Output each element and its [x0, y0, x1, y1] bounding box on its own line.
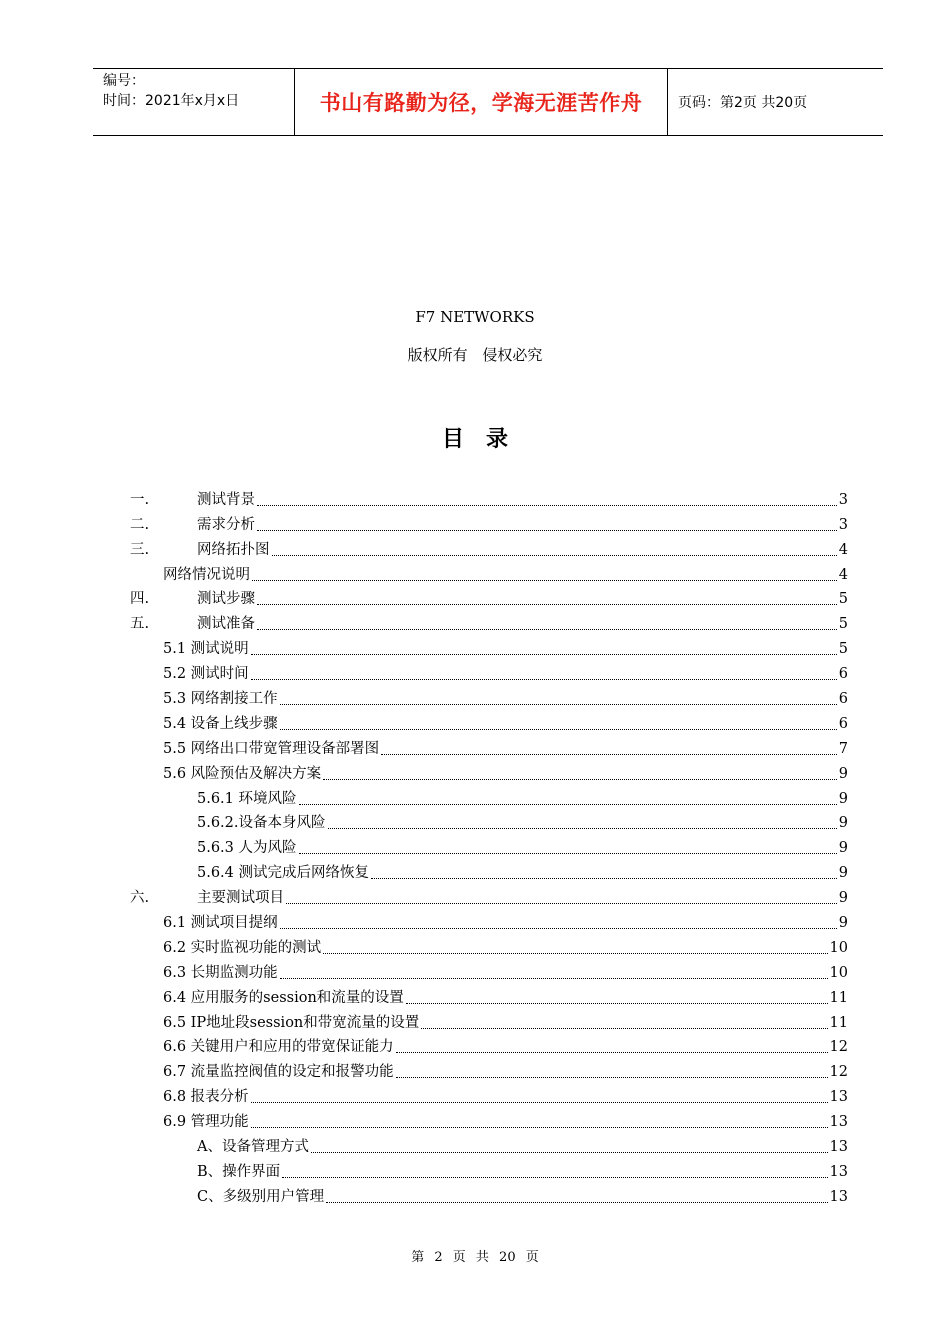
toc-entry-page: 13 [829, 1188, 848, 1205]
toc-entry[interactable] [130, 585, 848, 610]
toc-entry-label: 测试准备 [197, 616, 255, 633]
toc-entry-page: 13 [829, 1114, 848, 1131]
toc-leader-dots [396, 1077, 828, 1078]
toc-leader-dots [280, 729, 837, 730]
toc-entry-label: 测试背景 [197, 491, 255, 508]
toc-entry-label: 5.3 网络割接工作 [163, 691, 278, 708]
toc-leader-dots [282, 1177, 827, 1178]
toc-entry-label: 6.8 报表分析 [163, 1089, 249, 1106]
toc-entry-page: 11 [829, 989, 848, 1006]
table-of-contents [130, 485, 848, 1207]
toc-entry-label: 主要测试项目 [197, 890, 284, 907]
toc-entry-page: 10 [829, 939, 848, 956]
toc-entry-number: 二. [130, 516, 150, 533]
toc-entry-label: 5.6.4 测试完成后网络恢复 [197, 865, 370, 882]
toc-leader-dots [396, 1052, 828, 1053]
toc-entry-page: 5 [838, 591, 848, 608]
toc-entry[interactable] [130, 684, 848, 709]
toc-leader-dots [257, 505, 837, 506]
toc-entry[interactable] [130, 709, 848, 734]
toc-entry[interactable] [130, 734, 848, 759]
toc-entry-number: 三. [130, 541, 150, 558]
copyright-notice: 版权所有 侵权必究 [407, 346, 543, 364]
company-name: F7 NETWORKS [415, 308, 535, 326]
toc-entry[interactable] [130, 535, 848, 560]
toc-entry-page: 3 [838, 516, 848, 533]
toc-entry[interactable] [130, 833, 848, 858]
toc-entry-page: 9 [838, 765, 848, 782]
toc-entry-label: C、多级别用户管理 [197, 1188, 325, 1205]
toc-title: 目录 [441, 426, 530, 452]
toc-entry-label: 网络拓扑图 [197, 541, 270, 558]
toc-entry[interactable] [130, 560, 848, 585]
toc-entry[interactable] [130, 1082, 848, 1107]
toc-entry-page: 4 [838, 541, 848, 558]
toc-entry-page: 6 [838, 691, 848, 708]
toc-entry-page: 4 [838, 566, 848, 583]
toc-entry[interactable] [130, 1057, 848, 1082]
toc-entry-label: 需求分析 [197, 516, 255, 533]
toc-entry-label: 5.6.2.设备本身风险 [197, 815, 326, 832]
toc-entry-page: 13 [829, 1089, 848, 1106]
toc-entry[interactable] [130, 634, 848, 659]
toc-leader-dots [251, 654, 837, 655]
toc-entry[interactable] [130, 784, 848, 809]
toc-entry[interactable] [130, 1182, 848, 1207]
toc-leader-dots [280, 704, 837, 705]
toc-entry-label: 5.2 测试时间 [163, 666, 249, 683]
time-label: 时间：2021年x月x日 [103, 93, 240, 109]
toc-entry-page: 9 [838, 865, 848, 882]
toc-entry[interactable] [130, 1107, 848, 1132]
toc-entry-label: 6.9 管理功能 [163, 1114, 249, 1131]
toc-entry-page: 7 [838, 740, 848, 757]
toc-leader-dots [251, 1127, 828, 1128]
toc-entry-page: 9 [838, 915, 848, 932]
toc-entry[interactable] [130, 1008, 848, 1033]
toc-entry-page: 9 [838, 840, 848, 857]
toc-leader-dots [252, 580, 837, 581]
toc-entry-label: 6.5 IP地址段session和带宽流量的设置 [163, 1014, 420, 1031]
toc-entry-page: 11 [829, 1014, 848, 1031]
toc-leader-dots [286, 903, 837, 904]
toc-entry-label: 网络情况说明 [163, 566, 250, 583]
toc-entry-page: 3 [838, 491, 848, 508]
toc-entry-label: 5.5 网络出口带宽管理设备部署图 [163, 740, 380, 757]
toc-entry-page: 5 [838, 616, 848, 633]
toc-entry-page: 6 [838, 715, 848, 732]
toc-entry[interactable] [130, 958, 848, 983]
toc-leader-dots [299, 804, 837, 805]
header-page-label: 页码：第2页 共20页 [678, 95, 808, 111]
toc-entry-page: 9 [838, 815, 848, 832]
toc-leader-dots [323, 779, 837, 780]
toc-entry-label: 5.4 设备上线步骤 [163, 715, 278, 732]
toc-entry-number: 四. [130, 591, 150, 608]
toc-entry[interactable] [130, 659, 848, 684]
toc-leader-dots [251, 679, 837, 680]
toc-leader-dots [251, 1102, 828, 1103]
toc-entry-label: A、设备管理方式 [197, 1139, 309, 1156]
toc-leader-dots [381, 754, 837, 755]
toc-entry[interactable] [130, 1132, 848, 1157]
toc-entry-label: 6.7 流量监控阀值的设定和报警功能 [163, 1064, 394, 1081]
toc-entry[interactable] [130, 858, 848, 883]
toc-entry-page: 5 [838, 641, 848, 658]
toc-entry-label: 6.2 实时监视功能的测试 [163, 939, 322, 956]
toc-entry-label: 5.6 风险预估及解决方案 [163, 765, 322, 782]
toc-leader-dots [257, 530, 837, 531]
toc-entry[interactable] [130, 510, 848, 535]
toc-entry-page: 13 [829, 1139, 848, 1156]
toc-entry-page: 6 [838, 666, 848, 683]
toc-entry-label: 6.4 应用服务的session和流量的设置 [163, 989, 404, 1006]
toc-entry-label: B、操作界面 [197, 1163, 281, 1180]
toc-entry[interactable] [130, 908, 848, 933]
toc-leader-dots [280, 978, 828, 979]
toc-entry-page: 12 [829, 1064, 848, 1081]
serial-label: 编号： [103, 73, 145, 89]
toc-entry-page: 10 [829, 964, 848, 981]
toc-leader-dots [421, 1028, 827, 1029]
toc-entry-label: 5.6.1 环境风险 [197, 790, 297, 807]
toc-leader-dots [299, 853, 837, 854]
page-footer: 第 2 页 共 20 页 [411, 1250, 539, 1265]
header-motto: 书山有路勤为径，学海无涯苦作舟 [295, 69, 668, 135]
toc-entry[interactable] [130, 809, 848, 834]
toc-entry-number: 五. [130, 616, 150, 633]
toc-leader-dots [323, 953, 827, 954]
toc-leader-dots [326, 1202, 827, 1203]
toc-entry-page: 9 [838, 790, 848, 807]
toc-entry-page: 12 [829, 1039, 848, 1056]
toc-entry-number: 六. [130, 890, 150, 907]
toc-entry-label: 5.1 测试说明 [163, 641, 249, 658]
toc-entry[interactable] [130, 1157, 848, 1182]
toc-entry[interactable] [130, 933, 848, 958]
toc-leader-dots [272, 555, 837, 556]
toc-entry[interactable] [130, 609, 848, 634]
toc-leader-dots [328, 828, 837, 829]
toc-leader-dots [371, 878, 837, 879]
toc-leader-dots [280, 928, 837, 929]
toc-entry-label: 6.6 关键用户和应用的带宽保证能力 [163, 1039, 394, 1056]
toc-leader-dots [257, 629, 837, 630]
toc-entry-page: 13 [829, 1163, 848, 1180]
toc-entry-label: 5.6.3 人为风险 [197, 840, 297, 857]
toc-entry[interactable] [130, 1033, 848, 1058]
toc-entry-number: 一. [130, 491, 150, 508]
header-meta [93, 69, 295, 135]
toc-entry[interactable] [130, 759, 848, 784]
toc-entry-page: 9 [838, 890, 848, 907]
toc-entry[interactable] [130, 485, 848, 510]
toc-entry-label: 测试步骤 [197, 591, 255, 608]
page-header [93, 68, 883, 136]
toc-entry-label: 6.3 长期监测功能 [163, 964, 278, 981]
toc-leader-dots [257, 604, 837, 605]
toc-entry[interactable] [130, 983, 848, 1008]
toc-entry-label: 6.1 测试项目提纲 [163, 915, 278, 932]
toc-leader-dots [406, 1003, 828, 1004]
toc-leader-dots [311, 1152, 828, 1153]
toc-entry[interactable] [130, 883, 848, 908]
